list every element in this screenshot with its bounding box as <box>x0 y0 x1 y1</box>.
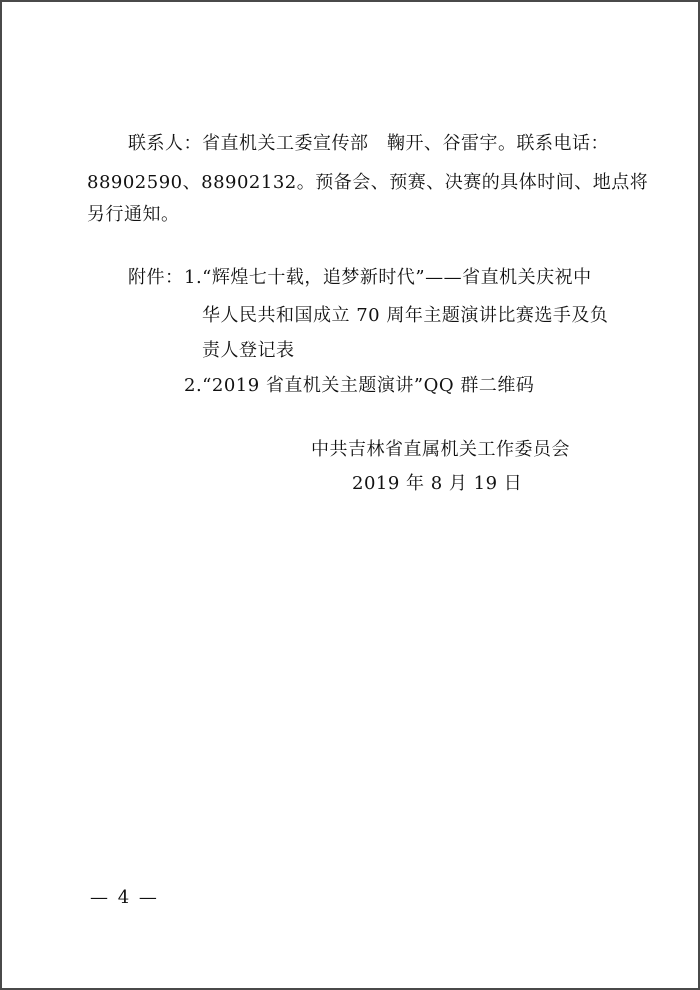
signature-organization: 中共吉林省直属机关工作委员会 <box>311 439 570 460</box>
page-number: — 4 — <box>90 887 159 908</box>
attachment-2: 2.“2019 省直机关主题演讲”QQ 群二维码 <box>184 375 535 396</box>
contact-line-1: 联系人：省直机关工委宣传部 鞠开、谷雷宇。联系电话： <box>128 133 609 154</box>
attachments-label: 附件： <box>128 267 184 288</box>
attachment-1-line-1: 1.“辉煌七十载，追梦新时代”——省直机关庆祝中 <box>184 267 592 288</box>
contact-line-3: 另行通知。 <box>87 204 180 225</box>
attachment-1-line-2: 华人民共和国成立 70 周年主题演讲比赛选手及负 <box>202 305 609 326</box>
signature-date: 2019 年 8 月 19 日 <box>352 473 523 494</box>
attachment-1-line-3: 责人登记表 <box>202 340 295 361</box>
contact-line-2: 88902590、88902132。预备会、预赛、决赛的具体时间、地点将 <box>87 172 649 193</box>
